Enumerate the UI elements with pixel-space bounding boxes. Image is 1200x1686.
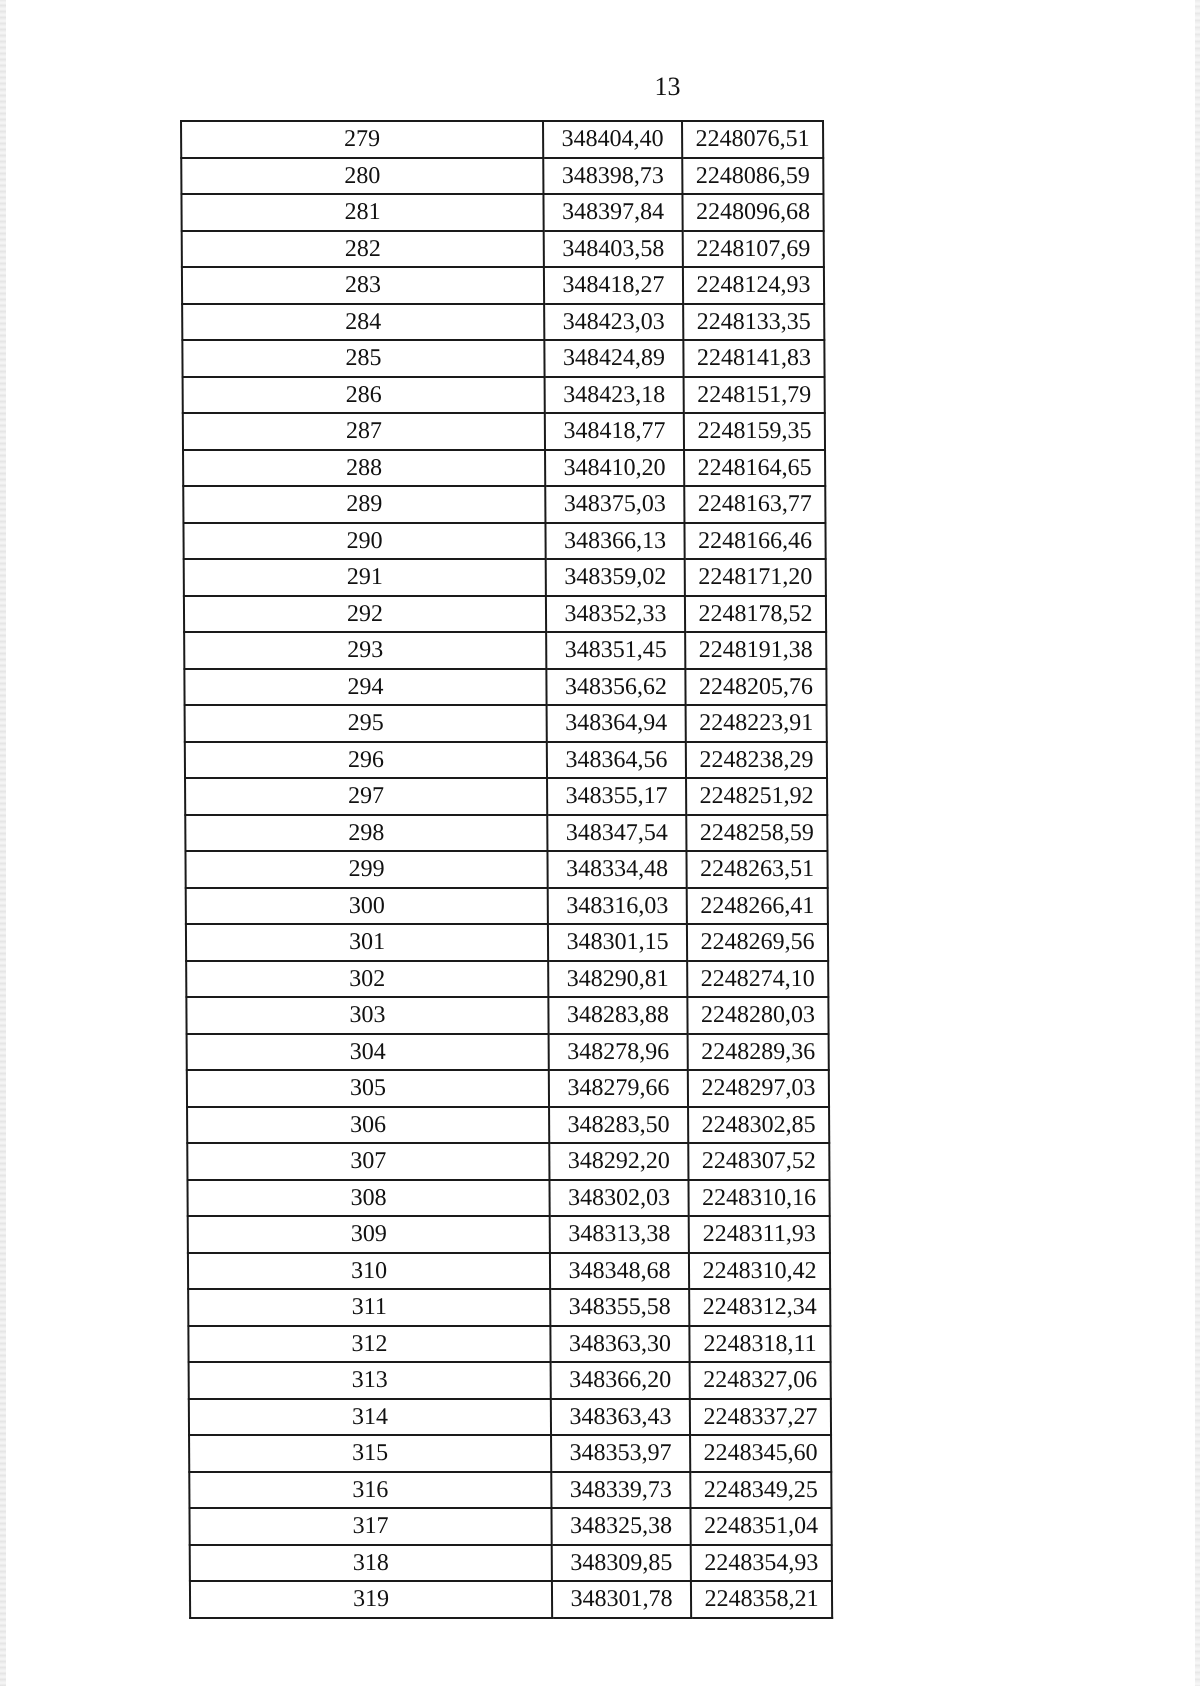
x-coordinate-cell: 348292,20	[549, 1143, 688, 1180]
y-coordinate-cell: 2248310,42	[689, 1253, 830, 1290]
y-coordinate-cell: 2248354,93	[691, 1545, 832, 1582]
x-coordinate-cell: 348302,03	[549, 1180, 688, 1217]
point-number-cell: 298	[185, 815, 547, 852]
y-coordinate-cell: 2248076,51	[682, 121, 823, 158]
point-number-cell: 296	[185, 742, 547, 779]
x-coordinate-cell: 348359,02	[546, 559, 685, 596]
y-coordinate-cell: 2248096,68	[682, 194, 823, 231]
y-coordinate-cell: 2248086,59	[682, 158, 823, 195]
point-number-cell: 308	[187, 1180, 549, 1217]
table-row	[183, 377, 825, 414]
x-coordinate-cell: 348355,58	[550, 1289, 689, 1326]
point-number-cell: 294	[184, 669, 546, 706]
table-row	[188, 1253, 830, 1290]
table-row	[190, 1545, 832, 1582]
table-row	[182, 231, 824, 268]
y-coordinate-cell: 2248159,35	[684, 413, 825, 450]
table-row	[187, 1034, 829, 1071]
y-coordinate-cell: 2248133,35	[683, 304, 824, 341]
table-row	[188, 1326, 830, 1363]
y-coordinate-cell: 2248297,03	[688, 1070, 829, 1107]
page-number: 13	[654, 72, 681, 101]
y-coordinate-cell: 2248178,52	[685, 596, 826, 633]
table-row	[181, 158, 823, 195]
x-coordinate-cell: 348353,97	[551, 1435, 690, 1472]
table-row	[188, 1216, 830, 1253]
x-coordinate-cell: 348366,13	[545, 523, 684, 560]
point-number-cell: 305	[187, 1070, 549, 1107]
x-coordinate-cell: 348290,81	[548, 961, 687, 998]
x-coordinate-cell: 348309,85	[552, 1545, 691, 1582]
table-row	[183, 450, 825, 487]
x-coordinate-cell: 348347,54	[547, 815, 686, 852]
table-row	[189, 1472, 831, 1509]
y-coordinate-cell: 2248351,04	[690, 1508, 831, 1545]
point-number-cell: 319	[190, 1581, 552, 1618]
x-coordinate-cell: 348375,03	[545, 486, 684, 523]
y-coordinate-cell: 2248205,76	[685, 669, 826, 706]
x-coordinate-cell: 348325,38	[551, 1508, 690, 1545]
y-coordinate-cell: 2248266,41	[687, 888, 828, 925]
y-coordinate-cell: 2248164,65	[684, 450, 825, 487]
point-number-cell: 291	[184, 559, 546, 596]
table-row	[182, 304, 824, 341]
y-coordinate-cell: 2248166,46	[684, 523, 825, 560]
point-number-cell: 301	[186, 924, 548, 961]
x-coordinate-cell: 348404,40	[543, 121, 682, 158]
y-coordinate-cell: 2248238,29	[686, 742, 827, 779]
point-number-cell: 290	[183, 523, 545, 560]
x-coordinate-cell: 348363,30	[550, 1326, 689, 1363]
y-coordinate-cell: 2248274,10	[687, 961, 828, 998]
table-row	[184, 669, 826, 706]
table-row	[182, 340, 824, 377]
point-number-cell: 284	[182, 304, 544, 341]
table-row	[183, 413, 825, 450]
point-number-cell: 315	[189, 1435, 551, 1472]
x-coordinate-cell: 348418,27	[544, 267, 683, 304]
table-row	[182, 267, 824, 304]
y-coordinate-cell: 2248349,25	[690, 1472, 831, 1509]
table-row	[188, 1289, 830, 1326]
y-coordinate-cell: 2248307,52	[688, 1143, 829, 1180]
table-row	[187, 1180, 829, 1217]
x-coordinate-cell: 348301,15	[548, 924, 687, 961]
table-row	[185, 815, 827, 852]
point-number-cell: 287	[183, 413, 545, 450]
x-coordinate-cell: 348364,56	[547, 742, 686, 779]
point-number-cell: 314	[189, 1399, 551, 1436]
table-row	[189, 1362, 831, 1399]
point-number-cell: 282	[182, 231, 544, 268]
table-row	[185, 851, 827, 888]
y-coordinate-cell: 2248345,60	[690, 1435, 831, 1472]
point-number-cell: 316	[189, 1472, 551, 1509]
x-coordinate-cell: 348355,17	[547, 778, 686, 815]
point-number-cell: 300	[186, 888, 548, 925]
point-number-cell: 283	[182, 267, 544, 304]
table-row	[181, 194, 823, 231]
x-coordinate-cell: 348283,88	[548, 997, 687, 1034]
y-coordinate-cell: 2248312,34	[689, 1289, 830, 1326]
point-number-cell: 312	[188, 1326, 550, 1363]
point-number-cell: 303	[186, 997, 548, 1034]
x-coordinate-cell: 348278,96	[549, 1034, 688, 1071]
y-coordinate-cell: 2248141,83	[683, 340, 824, 377]
x-coordinate-cell: 348397,84	[543, 194, 682, 231]
x-coordinate-cell: 348410,20	[545, 450, 684, 487]
x-coordinate-cell: 348339,73	[551, 1472, 690, 1509]
table-row	[189, 1435, 831, 1472]
point-number-cell: 318	[190, 1545, 552, 1582]
x-coordinate-cell: 348313,38	[550, 1216, 689, 1253]
point-number-cell: 313	[189, 1362, 551, 1399]
y-coordinate-cell: 2248310,16	[688, 1180, 829, 1217]
y-coordinate-cell: 2248280,03	[687, 997, 828, 1034]
y-coordinate-cell: 2248258,59	[686, 815, 827, 852]
x-coordinate-cell: 348363,43	[551, 1399, 690, 1436]
table-row	[187, 1143, 829, 1180]
point-number-cell: 288	[183, 450, 545, 487]
point-number-cell: 292	[184, 596, 546, 633]
x-coordinate-cell: 348424,89	[544, 340, 683, 377]
point-number-cell: 295	[185, 705, 547, 742]
point-number-cell: 293	[184, 632, 546, 669]
y-coordinate-cell: 2248289,36	[688, 1034, 829, 1071]
point-number-cell: 317	[189, 1508, 551, 1545]
point-number-cell: 280	[181, 158, 543, 195]
table-row	[189, 1508, 831, 1545]
point-number-cell: 310	[188, 1253, 550, 1290]
scan-edge-left	[0, 0, 6, 1686]
y-coordinate-cell: 2248302,85	[688, 1107, 829, 1144]
point-number-cell: 306	[187, 1107, 549, 1144]
y-coordinate-cell: 2248191,38	[685, 632, 826, 669]
y-coordinate-cell: 2248311,93	[689, 1216, 830, 1253]
table-row	[186, 888, 828, 925]
y-coordinate-cell: 2248171,20	[685, 559, 826, 596]
y-coordinate-cell: 2248151,79	[684, 377, 825, 414]
coordinates-table-body	[181, 121, 832, 1618]
point-number-cell: 302	[186, 961, 548, 998]
table-row	[183, 486, 825, 523]
table-row	[189, 1399, 831, 1436]
point-number-cell: 299	[185, 851, 547, 888]
table-row	[184, 596, 826, 633]
table-row	[190, 1581, 832, 1618]
x-coordinate-cell: 348356,62	[546, 669, 685, 706]
y-coordinate-cell: 2248358,21	[691, 1581, 832, 1618]
x-coordinate-cell: 348418,77	[545, 413, 684, 450]
x-coordinate-cell: 348351,45	[546, 632, 685, 669]
x-coordinate-cell: 348283,50	[549, 1107, 688, 1144]
table-row	[186, 924, 828, 961]
table-row	[183, 523, 825, 560]
point-number-cell: 279	[181, 121, 543, 158]
x-coordinate-cell: 348423,03	[544, 304, 683, 341]
x-coordinate-cell: 348423,18	[545, 377, 684, 414]
y-coordinate-cell: 2248124,93	[683, 267, 824, 304]
y-coordinate-cell: 2248223,91	[686, 705, 827, 742]
point-number-cell: 289	[183, 486, 545, 523]
y-coordinate-cell: 2248263,51	[686, 851, 827, 888]
y-coordinate-cell: 2248337,27	[690, 1399, 831, 1436]
x-coordinate-cell: 348334,48	[547, 851, 686, 888]
table-row	[184, 632, 826, 669]
x-coordinate-cell: 348352,33	[546, 596, 685, 633]
table-row	[184, 559, 826, 596]
point-number-cell: 309	[188, 1216, 550, 1253]
x-coordinate-cell: 348348,68	[550, 1253, 689, 1290]
table-row	[187, 1107, 829, 1144]
y-coordinate-cell: 2248318,11	[689, 1326, 830, 1363]
point-number-cell: 285	[182, 340, 544, 377]
x-coordinate-cell: 348301,78	[552, 1581, 691, 1618]
table-row	[181, 121, 823, 158]
y-coordinate-cell: 2248107,69	[683, 231, 824, 268]
table-row	[187, 1070, 829, 1107]
x-coordinate-cell: 348316,03	[548, 888, 687, 925]
table-row	[186, 961, 828, 998]
x-coordinate-cell: 348398,73	[543, 158, 682, 195]
y-coordinate-cell: 2248327,06	[690, 1362, 831, 1399]
point-number-cell: 281	[181, 194, 543, 231]
y-coordinate-cell: 2248251,92	[686, 778, 827, 815]
point-number-cell: 307	[187, 1143, 549, 1180]
point-number-cell: 286	[183, 377, 545, 414]
y-coordinate-cell: 2248269,56	[687, 924, 828, 961]
point-number-cell: 304	[187, 1034, 549, 1071]
point-number-cell: 311	[188, 1289, 550, 1326]
coordinates-table	[180, 120, 833, 1619]
y-coordinate-cell: 2248163,77	[684, 486, 825, 523]
table-row	[186, 997, 828, 1034]
x-coordinate-cell: 348279,66	[549, 1070, 688, 1107]
x-coordinate-cell: 348366,20	[551, 1362, 690, 1399]
x-coordinate-cell: 348403,58	[544, 231, 683, 268]
scan-edge-right	[1195, 0, 1200, 1686]
table-row	[185, 742, 827, 779]
x-coordinate-cell: 348364,94	[547, 705, 686, 742]
point-number-cell: 297	[185, 778, 547, 815]
table-row	[185, 778, 827, 815]
table-row	[185, 705, 827, 742]
